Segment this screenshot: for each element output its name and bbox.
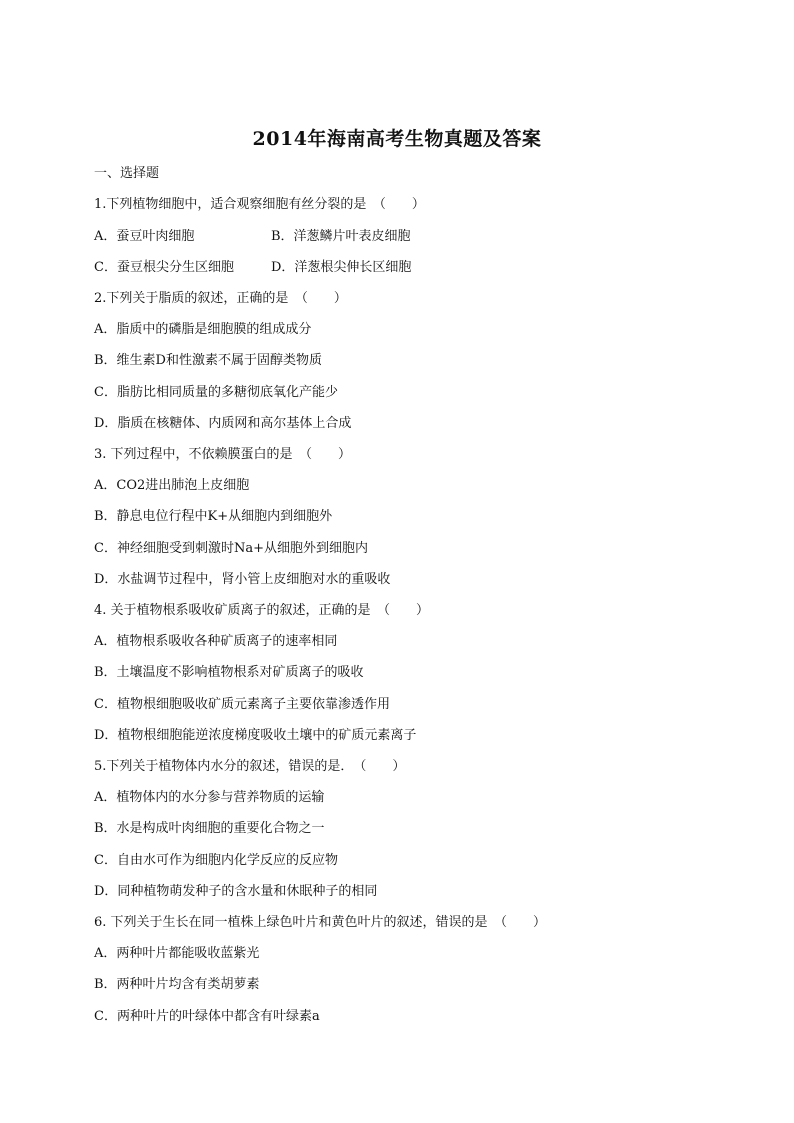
- question-1-option-c: C．蚕豆根尖分生区细胞: [94, 260, 234, 275]
- question-3-option-a: A．CO2进出肺泡上皮细胞: [94, 478, 250, 493]
- question-4-option-b: B．土壤温度不影响植物根系对矿质离子的吸收: [94, 665, 364, 680]
- question-2-option-d: D．脂质在核糖体、内质网和高尔基体上合成: [94, 416, 352, 431]
- question-6-stem: 6. 下列关于生长在同一植株上绿色叶片和黄色叶片的叙述，错误的是 （ ）: [94, 915, 547, 930]
- question-4-option-a: A．植物根系吸收各种矿质离子的速率相同: [94, 634, 338, 649]
- question-2-stem: 2.下列关于脂质的叙述，正确的是 （ ）: [94, 291, 347, 306]
- question-6-option-c: C．两种叶片的叶绿体中都含有叶绿素a: [94, 1009, 320, 1024]
- question-4-stem: 4. 关于植物根系吸收矿质离子的叙述，正确的是 （ ）: [94, 603, 430, 618]
- question-1-option-a: A．蚕豆叶肉细胞: [94, 229, 195, 244]
- question-5-option-a: A．植物体内的水分参与营养物质的运输: [94, 790, 325, 805]
- question-3-stem: 3. 下列过程中，不依赖膜蛋白的是 （ ）: [94, 447, 352, 462]
- question-6-option-a: A．两种叶片都能吸收蓝紫光: [94, 946, 260, 961]
- question-1-option-b: B．洋葱鳞片叶表皮细胞: [271, 229, 411, 244]
- question-3-option-c: C．神经细胞受到刺激时Na+从细胞外到细胞内: [94, 541, 368, 556]
- question-4-option-d: D．植物根细胞能逆浓度梯度吸收土壤中的矿质元素离子: [94, 728, 417, 743]
- question-2-option-a: A．脂质中的磷脂是细胞膜的组成成分: [94, 322, 312, 337]
- question-5-stem: 5.下列关于植物体内水分的叙述，错误的是． （ ）: [94, 759, 406, 774]
- question-2-option-b: B．维生素D和性激素不属于固醇类物质: [94, 353, 322, 368]
- question-3-option-b: B．静息电位行程中K+从细胞内到细胞外: [94, 509, 333, 524]
- question-5-option-d: D．同种植物萌发种子的含水量和休眠种子的相同: [94, 884, 378, 899]
- question-6-option-b: B．两种叶片均含有类胡萝素: [94, 977, 260, 992]
- question-1-option-d: D．洋葱根尖伸长区细胞: [271, 260, 412, 275]
- question-5-option-c: C．自由水可作为细胞内化学反应的反应物: [94, 853, 338, 868]
- section-heading: 一、选择题: [94, 166, 160, 181]
- question-1-stem: 1.下列植物细胞中，适合观察细胞有丝分裂的是 （ ）: [94, 197, 425, 212]
- question-3-option-d: D．水盐调节过程中，肾小管上皮细胞对水的重吸收: [94, 572, 391, 587]
- question-4-option-c: C．植物根细胞吸收矿质元素离子主要依靠渗透作用: [94, 697, 390, 712]
- question-2-option-c: C．脂肪比相同质量的多糖彻底氧化产能少: [94, 385, 338, 400]
- question-5-option-b: B．水是构成叶肉细胞的重要化合物之一: [94, 821, 325, 836]
- document-title: 2014年海南高考生物真题及答案: [252, 128, 542, 150]
